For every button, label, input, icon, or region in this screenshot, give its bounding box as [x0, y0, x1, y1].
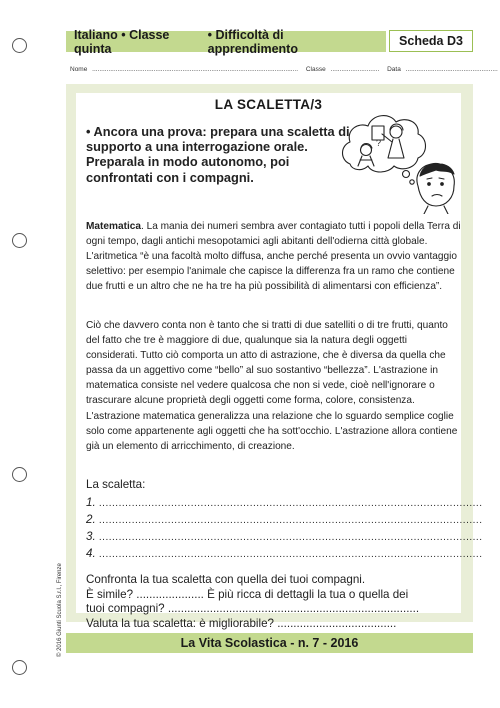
scaletta-dots: .....................................................................................................................	[98, 549, 483, 560]
binder-hole	[12, 660, 27, 675]
classe-dots: ...........................	[330, 66, 380, 73]
scaletta-label: La scaletta:	[86, 478, 146, 491]
confronto-line-3: tuoi compagni? ..............................................................................	[86, 602, 420, 615]
header-subject-band	[66, 27, 386, 56]
nome-dots: ..................................................................................................................	[92, 66, 299, 73]
scaletta-line-4	[86, 547, 482, 560]
paragraph-1-text: . La mania dei numeri sembra aver contagiato tutti i popoli della Terra di ogni tempo, dagli antichi mesopotamici agli abitanti dell'odierna città globale. L'aritmetica “è una facoltà molto diffusa, anche perché presenta un ovvio vantaggio selettivo: per esempio l'animale che capisce la differenza fra un ramo che contiene due frutti e un altro che ne ha tre ha più possibilità di alimentarsi con efficienza”.	[86, 221, 461, 293]
data-dots: ...................................................	[405, 66, 498, 73]
footer-bar: La Vita Scolastica - n. 7 - 2016	[66, 633, 473, 653]
data-label: Data	[387, 66, 401, 73]
scaletta-number: 2.	[86, 513, 96, 526]
scaletta-number: 3.	[86, 530, 96, 543]
nome-label: Nome	[70, 66, 88, 73]
binder-hole	[12, 38, 27, 53]
sheet-label: Scheda D3	[389, 30, 473, 52]
scaletta-line-1	[86, 496, 482, 509]
paragraph-lead: Matematica	[86, 221, 141, 232]
header-bar	[66, 27, 473, 56]
scaletta-dots: .....................................................................................................................	[98, 515, 483, 526]
paragraph-matematica	[86, 219, 461, 294]
binder-hole	[12, 233, 27, 248]
header-subject: Italiano • Classe quinta	[74, 27, 170, 56]
binder-hole	[12, 467, 27, 482]
page-title: LA SCALETTA/3	[214, 97, 323, 112]
confronto-line-4: Valuta la tua scaletta: è migliorabile? .....................................	[86, 617, 397, 630]
scaletta-dots: .....................................................................................................................	[98, 498, 483, 509]
scaletta-number: 4.	[86, 547, 96, 560]
copyright-notice: © 2016 Giunti Scuola S.r.l., Firenze	[57, 563, 63, 657]
scaletta-dots: .....................................................................................................................	[98, 532, 483, 543]
scaletta-number: 1.	[86, 496, 96, 509]
confronto-line-1: Confronta la tua scaletta con quella dei tuoi compagni.	[86, 573, 366, 586]
paragraph-astrazione: Ciò che davvero conta non è tanto che si tratti di due satelliti o di tre frutti, quanto del fatto che tre è maggiore di due, qualunque sia la natura degli oggetti considerati. Tutto ciò comporta un atto di astrazione, che è diversa da quella che passa da un aggettivo come “bello” al suo sostantivo “bellezza”. L'astrazione in matematica consiste nel vedere qualcosa che non si vede, cioè nell'ignorare o trascurare alcune proprietà degli oggetti come forma, colore, consistenza. L'astrazione matematica generalizza una relazione che lo sguardo semplice coglie solo come appartenente agli oggetti che ha sott'occhio. L'astrazione allora contiene già un elemento di arricchimento, di creazione.	[86, 320, 458, 452]
confronto-line-2: È simile? ..................... È più ricca di dettagli la tua o quella dei	[86, 588, 409, 601]
scaletta-line-2	[86, 513, 482, 526]
svg-text:?: ?	[376, 138, 382, 148]
instructions: • Ancora una prova: prepara una scaletta di supporto a una interrogazione orale. Preparala in modo autonomo, poi confrontati con i compagni.	[86, 124, 350, 185]
child-thinking-of-question-illustration	[336, 108, 462, 214]
scaletta-line-3	[86, 530, 482, 543]
student-info-row	[70, 66, 498, 73]
classe-label: Classe	[305, 66, 326, 73]
header-topic: • Difficoltà di apprendimento	[207, 27, 298, 56]
